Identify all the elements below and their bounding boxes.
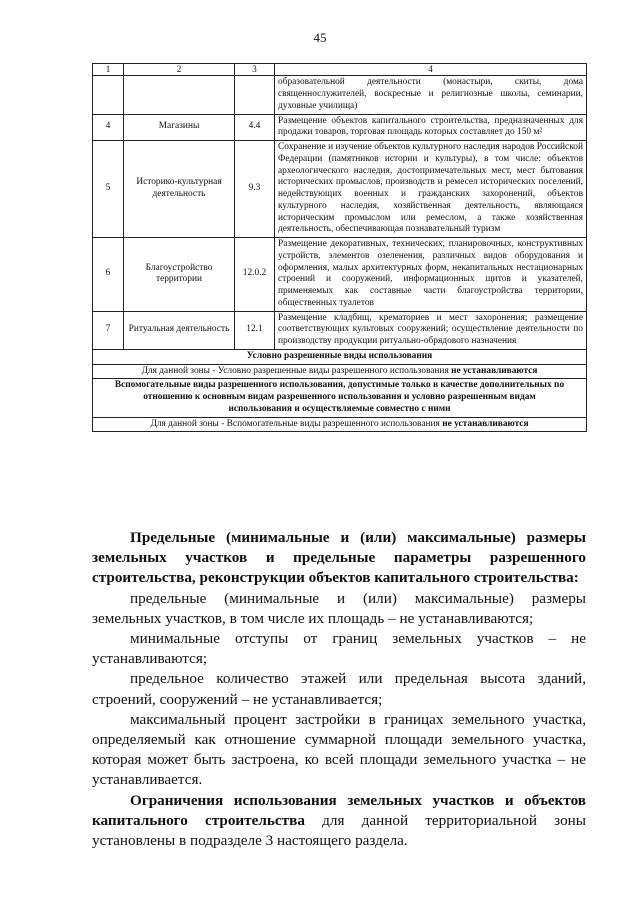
- num-cell: 7: [93, 311, 124, 349]
- desc-cell: Размещение декоративных, технических, планировочных, конструктивных устройств, элементов озеленения, различных видов оборудования и оформления, малых архитектурных форм, некапитальных нестационарных строений и сооружений, информационных щитов и указателей, применяемых как составные части благоустройства территории, общественных туалетов: [275, 238, 587, 312]
- code-cell: [235, 76, 275, 114]
- num-cell: 5: [93, 141, 124, 238]
- restrictions-bold: Ограничения использования земельных участков и объектов капитального строительства: [92, 791, 586, 829]
- desc-cell: Размещение кладбищ, крематориев и мест захоронения; размещение соответствующих культовых сооружений; осуществление деятельности по производству продукции ритуально-обрядового назначения: [275, 311, 587, 349]
- table-row: [93, 311, 587, 349]
- conditional-heading: Условно разрешенные виды использования: [93, 349, 587, 364]
- desc-cell: Размещение объектов капитального строительства, предназначенных для продажи товаров, торговая площадь которых составляет до 150 м²: [275, 114, 587, 141]
- auxiliary-note-status: не устанавливаются: [442, 418, 529, 429]
- auxiliary-note: [93, 417, 587, 432]
- name-cell: [124, 76, 235, 114]
- conditional-note: [93, 364, 587, 379]
- header-cell: 4: [275, 64, 587, 76]
- name-cell: Историко-культурная деятельность: [124, 141, 235, 238]
- paragraph-setbacks: минимальные отступы от границ земельных участков – не устанавливаются;: [92, 630, 586, 668]
- desc-cell: Сохранение и изучение объектов культурного наследия народов Российской Федерации (памятников истории и культуры), в том числе: объектов археологического наследия, достопримечательных мест, мест бытования исторических промыслов, производств и ремесел исторических поселений, недействующих военных и гражданских захоронений, объектов культурного наследия, хозяйственная деятельность, являющаяся историческим промыслом или ремеслом, а также хозяйственная деятельность, обеспечивающая познавательный туризм: [275, 141, 587, 238]
- code-cell: 4.4: [235, 114, 275, 141]
- name-cell: Ритуальная деятельность: [124, 311, 235, 349]
- paragraph-floors: предельное количество этажей или предельная высота зданий, строений, сооружений – не устанавливается;: [92, 670, 586, 708]
- paragraph-coverage: максимальный процент застройки в границах земельного участка, определяемый как отношение суммарной площади земельного участка, которая может быть застроена, ко всей площади земельного участка – не устанавливается.: [92, 710, 586, 789]
- limits-heading: [92, 528, 586, 589]
- name-cell: Магазины: [124, 114, 235, 141]
- num-cell: 4: [93, 114, 124, 141]
- page-number: 45: [313, 30, 327, 45]
- limits-heading-text: Предельные (минимальные и (или) максимальные) размеры земельных участков и предельные параметры разрешенного строительства, реконструкции объектов капитального строительства:: [92, 529, 586, 587]
- auxiliary-heading-row: [93, 379, 587, 417]
- header-cell: 3: [235, 64, 275, 76]
- table-row: [93, 141, 587, 238]
- code-cell: 9.3: [235, 141, 275, 238]
- code-cell: 12.0.2: [235, 238, 275, 312]
- auxiliary-note-text: Для данной зоны - Вспомогательные виды разрешенного использования: [150, 418, 443, 429]
- header-cell: 1: [93, 64, 124, 76]
- conditional-note-status: не устанавливаются: [451, 365, 538, 376]
- table-row: [93, 76, 587, 114]
- num-cell: 6: [93, 238, 124, 312]
- conditional-note-row: [93, 364, 587, 379]
- num-cell: [93, 76, 124, 114]
- land-use-table: [92, 63, 587, 432]
- auxiliary-note-row: [93, 417, 587, 432]
- name-cell: Благоустройство территории: [124, 238, 235, 312]
- conditional-heading-row: [93, 349, 587, 364]
- paragraph-plot-sizes: предельные (минимальные и (или) максимальные) размеры земельных участков, в том числе их площадь – не устанавливаются;: [92, 589, 586, 627]
- header-cell: 2: [124, 64, 235, 76]
- desc-cell: образовательной деятельности (монастыри, скиты, дома священнослужителей, воскресные и религиозные школы, семинарии, духовные училища): [275, 76, 587, 114]
- paragraph-restrictions: [92, 791, 586, 852]
- table-header-row: [93, 64, 587, 76]
- body-text: [92, 528, 586, 851]
- code-cell: 12.1: [235, 311, 275, 349]
- table-row: [93, 114, 587, 141]
- conditional-note-text: Для данной зоны - Условно разрешенные виды разрешенного использования: [141, 365, 452, 376]
- table-row: [93, 238, 587, 312]
- restrictions-text: для данной территориальной зоны установлены в подразделе 3 настоящего раздела.: [92, 811, 586, 850]
- auxiliary-heading: Вспомогательные виды разрешенного использования, допустимые только в качестве дополнительных по отношению к основным видам разрешенного использования и условно разрешенным видам использования и осуществляемые совместно с ними: [93, 379, 587, 417]
